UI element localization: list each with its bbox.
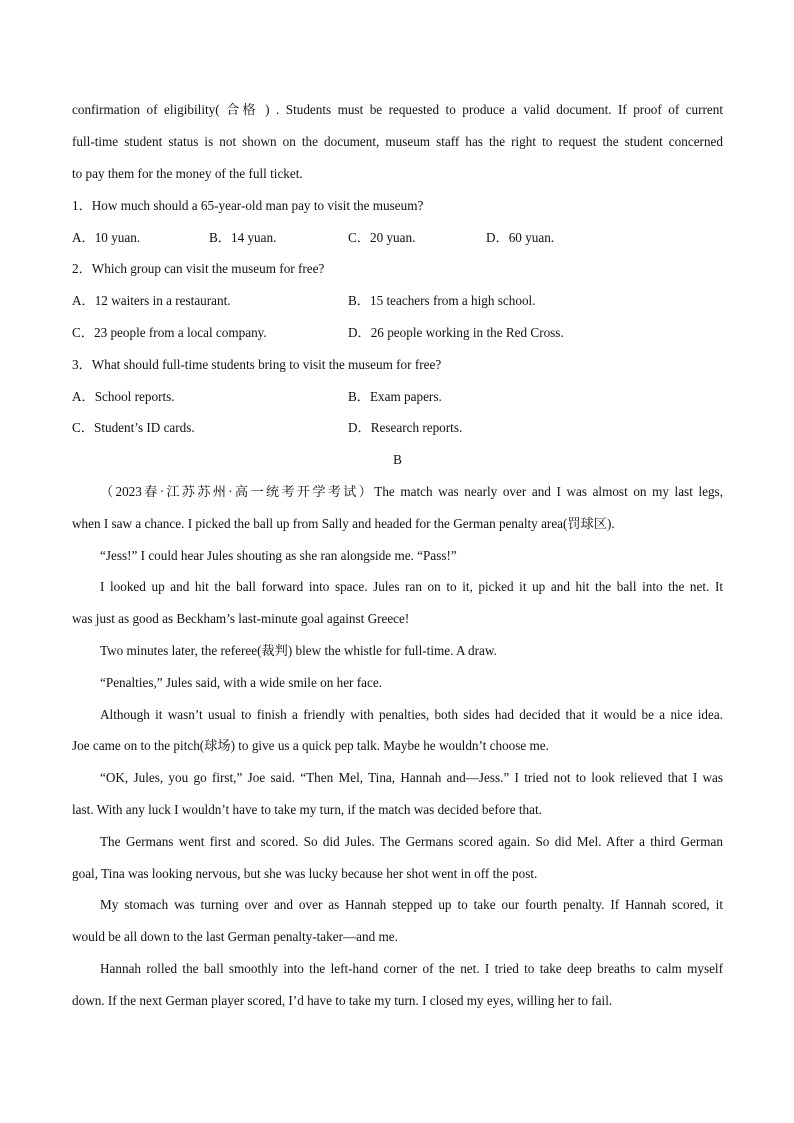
question-2-text: 2．Which group can visit the museum for free?	[72, 261, 325, 276]
question-2-option-c: C．23 people from a local company.	[72, 325, 267, 340]
story-line: Joe came on to the pitch(球场) to give us a quick pep talk. Maybe he wouldn’t choose me.	[72, 738, 549, 753]
story-line: The Germans went first and scored. So did Jules. The Germans scored again. So did Mel. After a third German	[100, 834, 723, 849]
story-line: “Jess!” I could hear Jules shouting as she ran alongside me. “Pass!”	[100, 548, 457, 563]
story-line: last. With any luck I wouldn’t have to take my turn, if the match was decided before that.	[72, 802, 542, 817]
question-3-option-c: C．Student’s ID cards.	[72, 420, 195, 435]
intro-line: confirmation of eligibility( 合格 ) . Students must be requested to produce a valid document. If proof of current	[72, 102, 723, 117]
question-1-option-c: C．20 yuan.	[348, 230, 416, 245]
story-line: “OK, Jules, you go first,” Joe said. “Then Mel, Tina, Hannah and—Jess.” I tried not to look relieved that I was	[100, 770, 723, 785]
question-2-option-b: B．15 teachers from a high school.	[348, 293, 536, 308]
story-line: Hannah rolled the ball smoothly into the left-hand corner of the net. I tried to take deep breaths to calm myself	[100, 961, 723, 976]
question-1-text: 1．How much should a 65-year-old man pay to visit the museum?	[72, 198, 424, 213]
section-label: B	[393, 452, 402, 467]
story-line: down. If the next German player scored, I’d have to take my turn. I closed my eyes, willing her to fail.	[72, 993, 613, 1008]
question-1-option-d: D．60 yuan.	[486, 230, 555, 245]
intro-line: to pay them for the money of the full ticket.	[72, 166, 303, 181]
story-line: “Penalties,” Jules said, with a wide smile on her face.	[100, 675, 382, 690]
question-2-option-d: D．26 people working in the Red Cross.	[348, 325, 564, 340]
story-line: Two minutes later, the referee(裁判) blew the whistle for full-time. A draw.	[100, 643, 497, 658]
story-line: （2023春·江苏苏州·高一统考开学考试）The match was nearly over and I was almost on my last legs,	[100, 484, 723, 499]
story-line: would be all down to the last German penalty-taker—and me.	[72, 929, 398, 944]
story-line: Although it wasn’t usual to finish a friendly with penalties, both sides had decided that it would be a nice idea.	[100, 707, 723, 722]
intro-line: full-time student status is not shown on the document, museum staff has the right to request the student concerned	[72, 134, 723, 149]
story-line: My stomach was turning over and over as Hannah stepped up to take our fourth penalty. If Hannah scored, it	[100, 897, 723, 912]
story-line: I looked up and hit the ball forward into space. Jules ran on to it, picked it up and hit the ball into the net. It	[100, 579, 723, 594]
story-line: was just as good as Beckham’s last-minute goal against Greece!	[72, 611, 410, 626]
question-1-option-a: A．10 yuan.	[72, 230, 141, 245]
question-3-option-b: B．Exam papers.	[348, 389, 442, 404]
question-3-text: 3．What should full-time students bring to visit the museum for free?	[72, 357, 442, 372]
question-1-option-b: B．14 yuan.	[209, 230, 277, 245]
story-line: when I saw a chance. I picked the ball up from Sally and headed for the German penalty area(罚球区).	[72, 516, 615, 531]
question-3-option-d: D．Research reports.	[348, 420, 463, 435]
story-line: goal, Tina was looking nervous, but she was lucky because her shot went in off the post.	[72, 866, 538, 881]
question-3-option-a: A．School reports.	[72, 389, 175, 404]
question-2-option-a: A．12 waiters in a restaurant.	[72, 293, 231, 308]
